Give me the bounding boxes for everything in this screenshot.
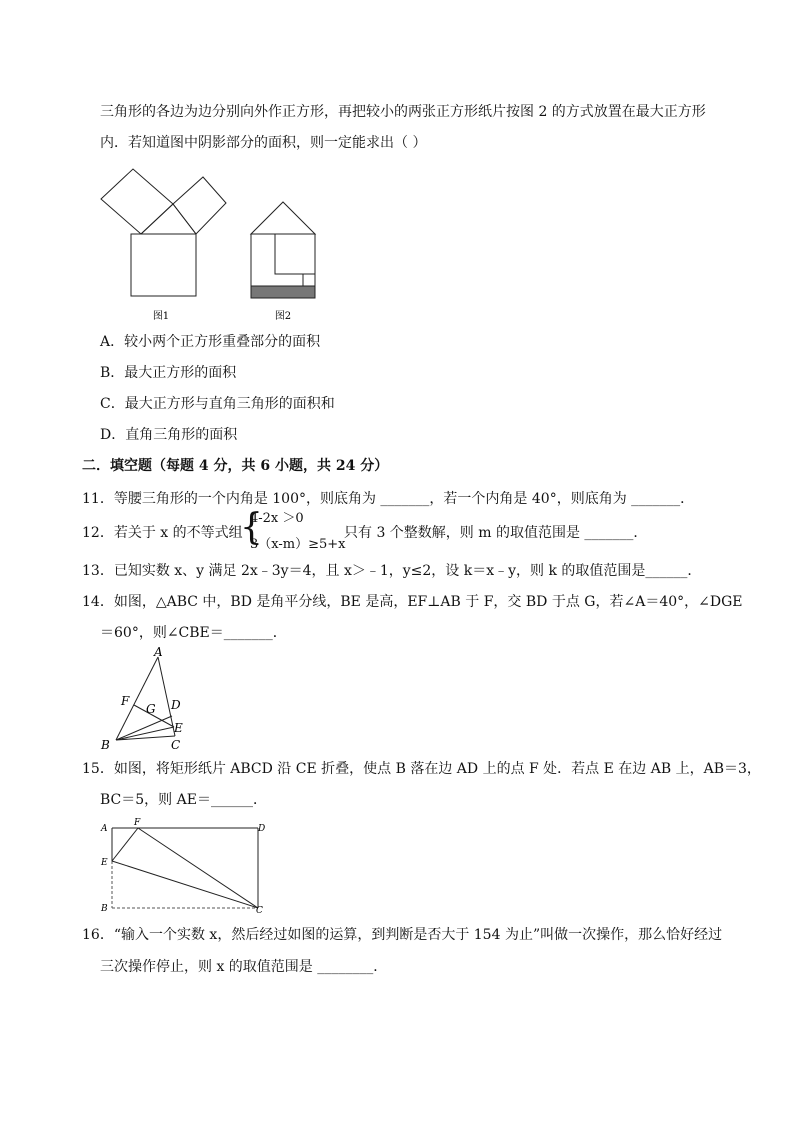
fig1-triangle: [141, 204, 196, 234]
point-label-e: E: [101, 858, 108, 868]
point-label-d: D: [258, 824, 266, 834]
q15-figure: [98, 815, 273, 915]
fig1-label: 图1: [152, 311, 170, 322]
fig2-square-a: [275, 234, 315, 274]
q16-text-line1: 16．“输入一个实数 x，然后经过如图的运算，到判断是否大于 154 为止”叫做一次操作，那么恰好经过: [82, 927, 723, 943]
point-label-e: E: [174, 721, 183, 735]
point-label-g: G: [146, 702, 156, 716]
option-a: A．较小两个正方形重叠部分的面积: [100, 334, 321, 350]
figure-2: [245, 198, 325, 326]
point-label-a: A: [101, 824, 108, 834]
q11-text: 11．等腰三角形的一个内角是 100°，则底角为 _______，若一个内角是 40°，则底角为 _______．: [82, 491, 695, 507]
q14-text-line2: ＝60°，则∠CBE＝_______．: [100, 625, 287, 641]
q14-text-line1: 14．如图，△ABC 中，BD 是角平分线，BE 是高，EF⊥AB 于 F，交 BD 于点 G，若∠A＝40°，∠DGE: [82, 594, 743, 610]
point-label-a: A: [154, 645, 163, 659]
system-brace: {: [240, 507, 263, 548]
fig2-triangle: [251, 202, 315, 234]
q15-text-line2: BC＝5，则 AE＝______．: [100, 792, 267, 808]
fig1-right-square: [173, 177, 226, 234]
point-label-c: C: [256, 906, 263, 915]
fig2-label: 图2: [274, 311, 292, 322]
fig2-shaded-region: [251, 286, 315, 298]
option-b: B．最大正方形的面积: [100, 365, 237, 381]
figure-1: [98, 165, 228, 325]
point-label-f: F: [134, 818, 141, 828]
point-label-d: D: [171, 698, 181, 712]
q15-text-line1: 15．如图，将矩形纸片 ABCD 沿 CE 折叠，使点 B 落在边 AD 上的点 F 处．若点 E 在边 AB 上，AB＝3，: [82, 761, 761, 777]
point-label-b: B: [101, 904, 108, 914]
option-c: C．最大正方形与直角三角形的面积和: [100, 396, 335, 412]
q12-prefix: 12．若关于 x 的不等式组: [82, 525, 243, 541]
q12-ineq1: 4-2x ＞0: [250, 511, 304, 526]
fig1-large-square: [131, 234, 196, 296]
point-label-c: C: [171, 738, 181, 752]
q13-text: 13．已知实数 x、y 满足 2x﹣3y＝4，且 x＞﹣1，y≤2，设 k＝x﹣y，则 k 的取值范围是______．: [82, 563, 702, 579]
fig1-left-square: [101, 169, 173, 234]
q12-ineq2: 3（x-m）≥5+x: [250, 537, 346, 552]
point-label-b: B: [101, 738, 110, 752]
q16-text-line2: 三次操作停止，则 x 的取值范围是 ________．: [100, 959, 388, 975]
q10-text-line1: 三角形的各边为边分别向外作正方形，再把较小的两张正方形纸片按图 2 的方式放置在最大正方形: [100, 104, 706, 120]
section-heading: 二．填空题（每题 4 分，共 6 小题，共 24 分）: [82, 458, 389, 474]
point-label-f: F: [121, 694, 130, 708]
option-d: D．直角三角形的面积: [100, 427, 238, 443]
q14-figure: [98, 643, 198, 753]
q12-suffix: 只有 3 个整数解，则 m 的取值范围是 _______．: [344, 525, 648, 541]
q10-text-line2: 内．若知道图中阴影部分的面积，则一定能求出（ ）: [100, 135, 427, 151]
